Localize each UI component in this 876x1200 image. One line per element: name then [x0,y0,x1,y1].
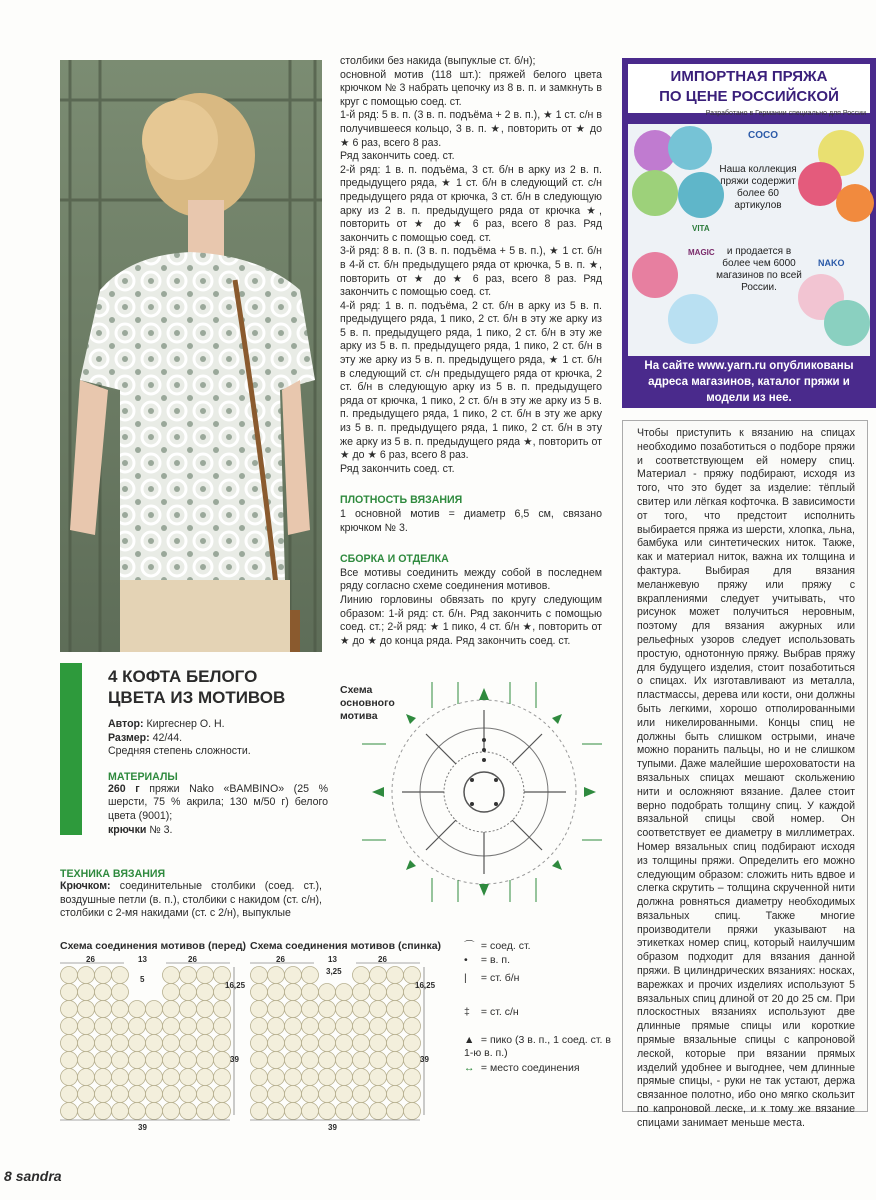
motif-circle [268,1001,285,1018]
tips-text: Чтобы приступить к вязанию на спицах необходимо позаботиться о подборе пряжи и соответствующем ей номеру спиц. Материал - пряжу подбирают, исходя из того, что это будет за изделие: тёплый свитер или лёгкая кофточка. В зависимости от того, что предстоит исполнить выбирается пряжа из шерсти, хлопка, льна, бамбука или синтетических ниток. Также, как и материал ниток, важна их толщина и фактура. Выбирая для вязания меланжевую пряжу или пряжу с вкраплениями следует учитывать, что рисунок может получиться неровным, поэтому для вязания ажурных или рельефных узоров следует использовать простую, однотонную пряжу. Выбрав пряжу для будущего изделия, стоит позаботиться о спицах. Их изготавливают из металла, пластмассы, дерева или кости, они должны быть легкими, хорошо отполированными или никелированными. Концы спиц не должны быть слишком острыми, иначе можно поранить пальцы, но и не слишком тупыми. Даже малейшие шероховатости на вязальных спицах мешают скольжению нити и осложняют вязание. Далее стоит верно подобрать толщину спиц. У каждой вязальной спицы свой номер. Он соответствует ее диаметру в миллиметрах. Номер вязальных спиц подбирают исходя из толщины пряжи. Определить его можно следующим образом: сложить нить вдвое и слегка скрутить – толщина скрученной нити должна ровняться диаметру необходимых вязальных спиц. Также многие производители пряжи указывают на этикетках номер спиц, который наилучшим образом подходит для вязания данной пряжи. В цилиндрических вязаниях: носках, варежках и прочих изделиях используют 5 вязальных спиц длиной от 20 до 25 см. При плоскостных вязаниях используют две длинные прямые спицы или короткие прямые вязальные спицы с капроновой леской, которые при вязании прямых изделий удобнее и выгоднее, чем длинные прямые спицы, - руки не так устают, держа связанное полотно, ибо оно мягко скользит по капроновой леске, и к тому же вязание спицами занимает меньше места. [637,427,855,1129]
author-row [108,718,328,732]
motif-circle [404,1069,421,1086]
motif-circle [370,984,387,1001]
motif-circle [197,1069,214,1086]
legend-item [464,1006,519,1019]
front-top-left: 26 [86,955,95,964]
technique-text [60,880,322,921]
ad-headline-line2: ПО ЦЕНЕ РОССИЙСКОЙ [659,88,839,105]
motif-circle [129,1052,146,1069]
motif-circle [285,984,302,1001]
technique-heading: ТЕХНИКА ВЯЗАНИЯ [60,868,166,880]
legend-label: = ст. б/н [480,972,520,984]
motif-circle [95,1103,112,1120]
motif-circle [163,1103,180,1120]
motif-circle [268,1018,285,1035]
motif-circle [95,967,112,984]
motif-circle [302,1069,319,1086]
motif-circle [353,1052,370,1069]
double-crochet-icon: ‡ [464,1006,470,1018]
picot-icon: ▲ [464,1034,475,1046]
ad-bubble-collection: Наша коллекция пряжи содержит более 60 артикулов [719,164,797,211]
motif-schema-title: Схема основного мотива [340,684,395,722]
motif-circle [197,1035,214,1052]
motif-circle [285,967,302,984]
motif-circle [404,1018,421,1035]
motif-circle [302,967,319,984]
brand-nako: NAKO [818,258,845,268]
motif-circle [112,1052,129,1069]
motif-circle [370,1069,387,1086]
title-accent-bar [60,663,82,835]
motif-circle [251,1018,268,1035]
magazine-brand: sandra [15,1168,62,1184]
pattern-line: Ряд закончить соед. ст. [340,462,455,475]
motif-circle [197,984,214,1001]
motif-circle [180,984,197,1001]
legend-label: = место соединения [480,1062,580,1074]
legend-item [464,1062,580,1075]
motif-circle [197,1103,214,1120]
ad-yarn-image [628,124,870,356]
pattern-column [340,55,602,648]
motif-circle [404,1086,421,1103]
motif-circle [146,1086,163,1103]
motif-circle [353,1086,370,1103]
motif-circle [336,984,353,1001]
front-width: 39 [138,1123,147,1132]
back-neck-depth: 3,25 [326,967,342,976]
yarn-advertisement [622,58,876,408]
single-crochet-icon: | [464,972,467,984]
motif-circle [336,1001,353,1018]
pattern-line: Ряд закончить соед. ст. [340,150,455,163]
motif-circle [353,1018,370,1035]
motif-circle [214,1052,231,1069]
motif-circle [251,967,268,984]
back-motif-grid [250,955,430,1135]
motif-circle [197,1052,214,1069]
motif-circle [95,1069,112,1086]
motif-circle [302,1103,319,1120]
motif-circle [78,1069,95,1086]
motif-circle [61,967,78,984]
motif-circle [78,967,95,984]
ad-footer: На сайте www.yarn.ru опубликованы адреса магазинов, каталог пряжи и модели из нее. [644,360,854,404]
join-point-icon: ↔ [464,1062,475,1074]
meta [108,718,328,759]
motif-circle [163,1069,180,1086]
yarn-amount: 260 г [108,782,140,795]
motif-circle [302,984,319,1001]
motif-circle [302,1035,319,1052]
brand-vita: VITA [692,224,710,233]
motif-circle [112,967,129,984]
motif-circle [251,984,268,1001]
motif-circle [78,984,95,1001]
motif-circle [197,967,214,984]
motif-circle [319,1052,336,1069]
page-title-line2: ЦВЕТА ИЗ МОТИВОВ [108,688,286,707]
photo-illustration [60,60,322,652]
size-label: Размер: [108,731,150,744]
motif-circle [353,967,370,984]
motif-circle [387,1035,404,1052]
motif-circle [112,984,129,1001]
joining-stitch-icon: ⌒ [464,940,475,952]
motif-circle [302,1001,319,1018]
pattern-line: 4-й ряд: 1 в. п. подъёма, 2 ст. б/н в арку из 5 в. п. предыдущего ряда, 1 пико, 2 ст. б/н в эту же арку из 5 в. п. предыдущего ряда, 1 пико, 2 ст. б/н в эту же арку из 5 в. п. предыдущего ряда, 1 пико, 2 ст. б/н в эту же арку из 5 в. п. предыдущего ряда, ★ 1 ст. б/н в следующий ст. с/н предыдущего ряда от крючка, 2 ст. б/н в следующую арку из 5 в. п. предыдущего ряда от крючка, 1 пико, 2 ст. б/н в эту же арку из 5 в. п. предыдущего ряда, 1 пико, 2 ст. б/н в эту же арку из 5 в. п. предыдущего ряда, 1 пико, 2 ст. б/н в эту же арку из 5 в. п. предыдущего ряда ★, повторить от ★ до ★ 6 раз, всего 8 раз. [340,299,602,462]
front-motif-grid [60,955,240,1135]
back-width: 39 [328,1123,337,1132]
motif-circle [268,1103,285,1120]
motif-circle [387,1086,404,1103]
motif-schema-diagram [362,680,602,920]
motif-circle [129,1069,146,1086]
motif-circle [251,1086,268,1103]
motif-circle [387,1001,404,1018]
motif-circle [387,1103,404,1120]
motif-circle [61,1052,78,1069]
motif-circle [163,1001,180,1018]
back-height: 39 [420,1055,429,1064]
motif-circle [163,1086,180,1103]
motif-circle [214,1001,231,1018]
motif-circle [336,1069,353,1086]
model-photo [60,60,322,652]
legend-label: = в. п. [480,954,510,966]
motif-circle [78,1103,95,1120]
motif-circle [214,1018,231,1035]
motif-circle [214,1035,231,1052]
front-neck-depth: 5 [140,975,145,984]
front-schema [60,955,246,1135]
materials-text [108,783,328,837]
motif-circle [61,1086,78,1103]
motif-circle [336,1086,353,1103]
brand-coco: COCO [748,130,778,141]
motif-circle [251,1001,268,1018]
back-top-right: 26 [378,955,387,964]
yarn-ball-icon [668,294,718,344]
title-block [108,666,328,837]
motif-intro: основной мотив (118 шт.): пряжей белого цвета крючком № 3 набрать цепочку из 8 в. п. и замкнуть в круг с помощью соед. ст. [340,68,602,108]
motif-circle [61,1018,78,1035]
motif-circle [146,1001,163,1018]
motif-circle [370,967,387,984]
legend-label: = соед. ст. [480,940,531,952]
ad-headline-line1: ИМПОРТНАЯ ПРЯЖА [670,68,828,85]
motif-circle [387,984,404,1001]
motif-circle [112,1018,129,1035]
page-footer [4,1168,62,1184]
motif-circle [268,1052,285,1069]
motif-circle [404,1103,421,1120]
motif-circle [95,1001,112,1018]
brand-magic: MAGIC [688,248,715,257]
size-value: 42/44. [152,731,183,744]
motif-circle [180,1001,197,1018]
front-height: 39 [230,1055,239,1064]
motif-circle [78,1035,95,1052]
motif-circle [336,1035,353,1052]
pattern-line: 2-й ряд: 1 в. п. подъёма, 3 ст. б/н в арку из 2 в. п. предыдущего ряда, ★ 1 ст. б/н в следующий ст. с/н предыдущего ряда от крючка, 3 ст. б/н в следующую арку из 2 в. п. предыдущего ряда от крючка ★, повторить от ★ до ★ 6 раз, всего 8 раз. Ряд закончить с помощью соед. ст. [340,163,602,244]
ad-subline: Разработано в Германии специально для России [705,110,866,117]
motif-circle [214,1086,231,1103]
motif-circle [112,1001,129,1018]
motif-circle [180,1018,197,1035]
motif-circle [112,1103,129,1120]
motif-circle [129,1035,146,1052]
motif-circle [197,1086,214,1103]
motif-circle [95,1086,112,1103]
motif-circle [319,1103,336,1120]
motif-circle [353,1069,370,1086]
motif-circle [353,984,370,1001]
motif-circle [61,1035,78,1052]
motif-circle [214,1103,231,1120]
motif-circle [336,1018,353,1035]
motif-circle [404,1052,421,1069]
motif-circle [387,1018,404,1035]
motif-circle [95,1052,112,1069]
hook-text: № 3. [149,823,173,836]
motif-circle [251,1069,268,1086]
motif-circle [163,1035,180,1052]
motif-circle [112,1069,129,1086]
front-top-mid: 13 [138,955,147,964]
chain-stitch-icon: • [464,954,468,966]
motif-circle [319,1001,336,1018]
motif-circle [268,1069,285,1086]
motif-circle [95,1035,112,1052]
yarn-ball-icon [824,300,870,346]
motif-circle [95,1018,112,1035]
motif-circle [285,1086,302,1103]
assembly-text-1: Все мотивы соединить между собой в последнем ряду согласно схеме соединения мотивов. [340,566,602,593]
motif-circle [319,984,336,1001]
motif-circle [61,1069,78,1086]
difficulty: Средняя степень сложности. [108,745,251,758]
legend-item [464,972,519,985]
pattern-line: столбики без накида (выпуклые ст. б/н); [340,55,536,67]
motif-circle [163,984,180,1001]
motif-circle [387,1052,404,1069]
motif-circle [251,1103,268,1120]
motif-circle [78,1086,95,1103]
page-number: 8 [4,1168,12,1184]
motif-circle [197,1001,214,1018]
motif-circle [112,1035,129,1052]
legend-item [464,1034,614,1060]
motif-circle [285,1103,302,1120]
motif-circle [370,1103,387,1120]
motif-circle [370,1018,387,1035]
pattern-line: 1-й ряд: 5 в. п. (3 в. п. подъёма + 2 в. п.), ★ 1 ст. с/н в получившееся кольцо, 3 в. п. ★, повторить от ★ до ★ 6 раз, всего 8 раз. [340,109,602,149]
motif-circle [285,1069,302,1086]
motif-circle [163,1018,180,1035]
motif-circle [78,1018,95,1035]
yarn-text: пряжи Nako «BAMBINO» (25 % шерсти, 75 % акрила; 130 м/50 г) белого цвета (9001); [108,782,328,822]
motif-circle [146,1035,163,1052]
motif-circle [285,1052,302,1069]
motif-circle [370,1001,387,1018]
front-top-right: 26 [188,955,197,964]
yarn-ball-icon [632,252,678,298]
knitting-tips-box [622,420,868,1129]
motif-circle [285,1018,302,1035]
technique-label: Крючком: [60,880,111,892]
technique-value: соединительные столбики (соед. ст.), воздушные петли (в. п.), столбики с накидом (ст. с/н), столбики с 2-мя накидами (ст. с 2/н), выпуклые [60,880,322,920]
size-row [108,732,328,746]
motif-circle [180,967,197,984]
materials-heading: МАТЕРИАЛЫ [108,770,178,783]
back-top-mid: 13 [328,955,337,964]
motif-circle [404,1035,421,1052]
motif-circle [95,984,112,1001]
motif-circle [146,1069,163,1086]
motif-circle [387,1069,404,1086]
yarn-ball-icon [836,184,874,222]
motif-circle [302,1052,319,1069]
motif-circle [268,1086,285,1103]
motif-circle [302,1086,319,1103]
legend-label: = ст. с/н [480,1006,519,1018]
motif-circle [61,984,78,1001]
author-label: Автор: [108,718,144,730]
motif-circle [129,1001,146,1018]
motif-circle [319,1035,336,1052]
motif-circle [268,967,285,984]
hook-label: крючки [108,823,147,836]
motif-circle [302,1018,319,1035]
motif-circle [370,1035,387,1052]
motif-circle [336,1052,353,1069]
motif-circle [129,1103,146,1120]
motif-circle [251,1035,268,1052]
motif-circle [180,1035,197,1052]
back-schema-title: Схема соединения мотивов (спинка) [250,940,442,952]
motif-circle [353,1103,370,1120]
motif-circle [146,1052,163,1069]
density-heading: ПЛОТНОСТЬ ВЯЗАНИЯ [340,494,463,507]
yarn-ball-icon [632,170,678,216]
motif-circle [163,967,180,984]
motif-circle [180,1052,197,1069]
motif-circle [268,1035,285,1052]
motif-circle [370,1052,387,1069]
motif-circle [163,1052,180,1069]
assembly-text-2: Линию горловины обвязать по кругу следующим образом: 1-й ряд: ст. б/н. Ряд закончить с помощью соед. ст.; 2-й ряд: ★ 1 пико, 4 ст. б/н ★, повторить от ★ до ★ до конца ряда. Ряд закончить соед. ст. [340,593,602,647]
motif-circle [78,1052,95,1069]
motif-circle [268,984,285,1001]
motif-circle [78,1001,95,1018]
motif-circle [197,1018,214,1035]
motif-circle [404,1001,421,1018]
back-top-left: 26 [276,955,285,964]
motif-circle [251,1052,268,1069]
motif-circle [180,1103,197,1120]
motif-circle [129,1086,146,1103]
ad-bubble-shops: и продается в более чем 6000 магазинов по всей России. [716,246,802,293]
motif-circle [319,1018,336,1035]
motif-circle [214,1069,231,1086]
motif-circle [387,967,404,984]
front-schema-title: Схема соединения мотивов (перед) [60,940,247,952]
back-shoulder: 16,25 [415,981,436,990]
motif-circle [146,1018,163,1035]
front-shoulder: 16,25 [225,981,246,990]
motif-circle [353,1001,370,1018]
pattern-line: 3-й ряд: 8 в. п. (3 в. п. подъёма + 5 в. п.), ★ 1 ст. б/н в 4-й ст. б/н предыдущего ряда от крючка, 5 в. п. ★, повторить от ★ до ★ 6 раз, всего 8 раз. Ряд закончить с помощью соед. ст. [340,245,602,299]
motif-circle [353,1035,370,1052]
back-schema [250,955,436,1135]
author-value: Киргеснер О. Н. [146,718,225,730]
motif-circle [112,1086,129,1103]
motif-circle [61,1001,78,1018]
motif-circle [61,1103,78,1120]
motif-circle [285,1001,302,1018]
page-title-line1: 4 КОФТА БЕЛОГО [108,667,258,686]
yarn-ball-icon [668,126,712,170]
motif-circle [370,1086,387,1103]
motif-circle [336,1103,353,1120]
assembly-heading: СБОРКА И ОТДЕЛКА [340,553,449,566]
legend-label: = пико (3 в. п., 1 соед. ст. в 1-ю в. п.) [464,1034,611,1059]
motif-circle [285,1035,302,1052]
motif-circle [319,1086,336,1103]
technique-block [60,868,322,921]
pattern-line [340,69,602,110]
motif-circle [319,1069,336,1086]
motif-circle [146,1103,163,1120]
motif-circle [180,1069,197,1086]
motif-circle [129,1018,146,1035]
legend-item [464,954,510,967]
motif-circle [180,1086,197,1103]
legend-item [464,940,531,953]
density-text: 1 основной мотив = диаметр 6,5 см, связано крючком № 3. [340,508,602,534]
ad-headline [628,64,870,113]
